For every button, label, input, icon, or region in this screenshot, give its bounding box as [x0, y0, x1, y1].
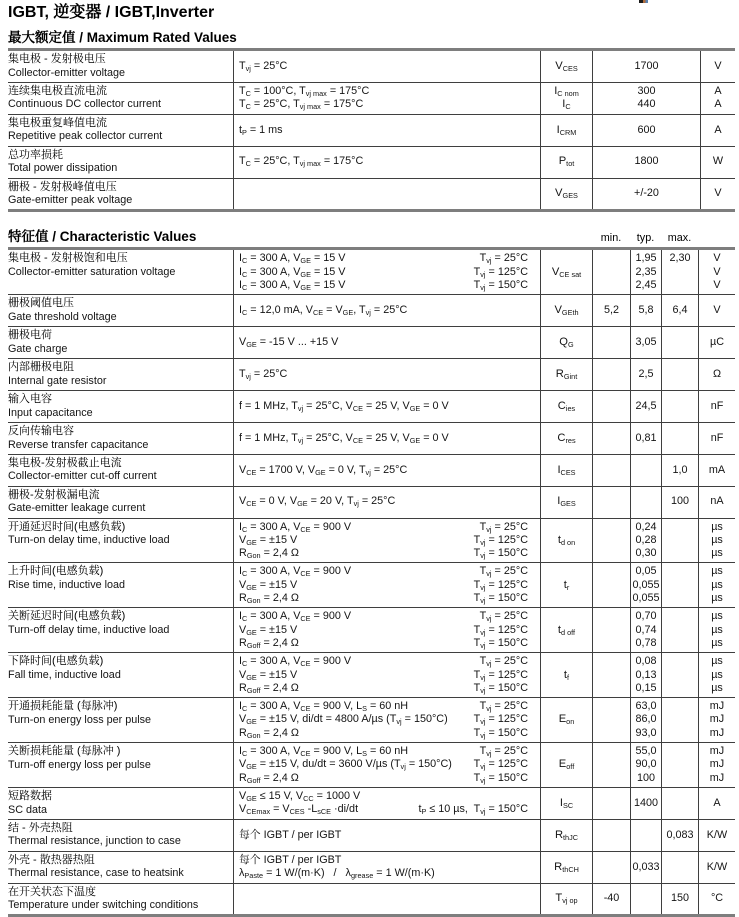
max-cell: 100	[661, 487, 698, 518]
desc-cell: 总功率损耗 Total power dissipation	[8, 148, 118, 175]
conditions-cell: $V_{CE} = 0$ V, $V_{GE} = 20$ V, $T_{vj} = 25^\circ C$	[233, 487, 540, 518]
table-row	[8, 178, 735, 210]
table-row	[8, 454, 735, 486]
desc-cell: 在开关状态下温度 Temperature under switching conditions	[8, 885, 199, 912]
max-cell	[661, 743, 698, 787]
conditions-cell: $I_C = 300$ A, $V_{GE} = 15$ V $I_C = 300$ A, $V_{GE} = 15$ V $I_C = 300$ A, $V_{GE} = 15$ V $T_{vj} = 25^\circ C$ $T_{vj} = 125^\circ C$ $T_{vj} = 150^\circ C$	[233, 250, 540, 294]
desc-cell: 集电极-发射极截止电流 Collector-emitter cut-off current	[8, 456, 157, 483]
min-cell	[592, 653, 630, 697]
symbol-cell: $R_{thCH}$	[540, 852, 592, 883]
conditions-cell	[233, 884, 540, 915]
typ-cell: 0,70 0,74 0,78	[630, 608, 661, 652]
typ-cell: 5,8	[630, 295, 661, 326]
conditions-cell: $T_C = 100^\circ C$, $T_{vj max} = 175^\circ C$ $T_C = 25^\circ C$, $T_{vj max} = 175^\circ C$	[233, 83, 540, 114]
unit-cell: V	[700, 51, 735, 82]
min-cell	[592, 563, 630, 607]
unit-cell: nA	[698, 487, 735, 518]
min-cell	[592, 820, 630, 851]
min-cell: -40	[592, 884, 630, 915]
symbol-cell: $T_{vj op}$	[540, 884, 592, 915]
table-row	[8, 486, 735, 518]
desc-cell: 栅极阈值电压 Gate threshold voltage	[8, 297, 117, 323]
value-cell: +/-20	[592, 179, 700, 210]
table-row	[8, 422, 735, 454]
unit-cell: µs µs µs	[698, 519, 735, 563]
value-cell: 1700	[592, 51, 700, 82]
typ-cell: 24,5	[630, 391, 661, 422]
desc-cell: 输入电容 Input capacitance	[8, 393, 93, 419]
table-row	[8, 82, 735, 114]
desc-cell: 反向传输电容 Reverse transfer capacitance	[8, 424, 149, 451]
max-cell	[661, 423, 698, 454]
max-cell	[661, 391, 698, 422]
value-cell: 300 440	[592, 83, 700, 114]
typ-cell	[630, 455, 661, 486]
symbol-cell: $I_{CRM}$	[540, 115, 592, 146]
desc-cell: 短路数据 SC data	[8, 789, 52, 816]
table-row	[8, 787, 735, 819]
conditions-cell: $I_C = 300$ A, $V_{CE} = 900$ V $V_{GE} = \pm 15$ V $R_{Gon} = 2,4$ Ω $T_{vj} = 25^\circ C$ $T_{vj} = 125^\circ C$ $T_{vj} = 150^\circ C$	[233, 519, 540, 563]
symbol-cell: $t_f$	[540, 653, 592, 697]
desc-cell: 栅极-发射极漏电流 Gate-emitter leakage current	[8, 488, 146, 515]
symbol-cell: $I_{CES}$	[540, 455, 592, 486]
max-cell: 6,4	[661, 295, 698, 326]
table-row	[8, 51, 735, 82]
min-cell	[592, 852, 630, 883]
max-cell	[661, 852, 698, 883]
characteristic-heading-row	[8, 225, 735, 245]
max-rated-section-title: 最大额定值 / Maximum Rated Values	[8, 30, 237, 45]
conditions-cell: $I_C = 300$ A, $V_{CE} = 900$ V, $L_S = 60$ nH $V_{GE} = \pm 15$ V, di/dt = 4800 A/µs $(T_{vj} = 150^\circ C)$ $R_{Gon} = 2,4$ Ω $T_{vj} = 25^\circ C$ $T_{vj} = 125^\circ C$ $T_{vj} = 150^\circ C$	[233, 698, 540, 742]
typ-cell: 0,05 0,055 0,055	[630, 563, 661, 607]
desc-cell: 开通损耗能量 (每脉冲) Turn-on energy loss per pulse	[8, 700, 152, 726]
unit-cell: K/W	[698, 820, 735, 851]
desc-cell: 关断损耗能量 (每脉冲 ) Turn-off energy loss per pulse	[8, 745, 151, 771]
symbol-cell: $E_{off}$	[540, 743, 592, 787]
symbol-cell: $R_{thJC}$	[540, 820, 592, 851]
unit-cell: nF	[698, 423, 735, 454]
table-row	[8, 742, 735, 787]
conditions-cell: $I_C = 300$ A, $V_{CE} = 900$ V $V_{GE} = \pm 15$ V $R_{Goff} = 2,4$ Ω $T_{vj} = 25^\circ C$ $T_{vj} = 125^\circ C$ $T_{vj} = 150^\circ C$	[233, 608, 540, 652]
conditions-cell: 每个 IGBT / per IGBT	[233, 820, 540, 851]
min-cell: 5,2	[592, 295, 630, 326]
unit-cell: A	[698, 788, 735, 819]
desc-cell: 栅极 - 发射极峰值电压 Gate-emitter peak voltage	[8, 180, 133, 207]
typ-cell: 55,0 90,0 100	[630, 743, 661, 787]
max-cell: 150	[661, 884, 698, 915]
symbol-cell: $I_{GES}$	[540, 487, 592, 518]
conditions-cell: $t_P = 1$ ms	[233, 115, 540, 146]
conditions-cell: $T_{vj} = 25^\circ C$	[233, 51, 540, 82]
conditions-cell: $V_{CE} = 1700$ V, $V_{GE} = 0$ V, $T_{vj} = 25^\circ C$	[233, 455, 540, 486]
table-row	[8, 851, 735, 883]
typ-cell: 3,05	[630, 327, 661, 358]
unit-cell: µs µs µs	[698, 608, 735, 652]
characteristic-table	[8, 247, 735, 917]
symbol-cell: $t_{d on}$	[540, 519, 592, 563]
conditions-cell	[233, 179, 540, 210]
value-cell: 1800	[592, 147, 700, 178]
max-cell	[661, 653, 698, 697]
symbol-cell: $C_{res}$	[540, 423, 592, 454]
page-edge-artifact	[639, 0, 648, 3]
desc-cell: 集电极重复峰值电流 Repetitive peak collector current	[8, 116, 163, 143]
desc-cell: 关断延迟时间(电感负载) Turn-off delay time, inductive load	[8, 610, 170, 636]
conditions-cell: $T_C = 25^\circ C$, $T_{vj max} = 175^\circ C$	[233, 147, 540, 178]
symbol-cell: $I_{SC}$	[540, 788, 592, 819]
max-rated-table	[8, 48, 735, 212]
conditions-cell: $I_C = 12,0$ mA, $V_{CE} = V_{GE}$, $T_{vj} = 25^\circ C$	[233, 295, 540, 326]
desc-cell: 集电极 - 发射极电压 Collector-emitter voltage	[8, 53, 126, 79]
min-cell	[592, 250, 630, 294]
unit-cell: µs µs µs	[698, 653, 735, 697]
col-header-min: min.	[600, 232, 622, 245]
unit-cell: K/W	[698, 852, 735, 883]
symbol-cell: $Q_G$	[540, 327, 592, 358]
typ-cell: 2,5	[630, 359, 661, 390]
page-title: IGBT, 逆变器 / IGBT,Inverter	[8, 4, 215, 21]
symbol-cell: $R_{Gint}$	[540, 359, 592, 390]
table-row	[8, 562, 735, 607]
symbol-cell: $I_{C nom}$ $I_C$	[540, 83, 592, 114]
desc-cell: 栅极电荷 Gate charge	[8, 329, 68, 355]
typ-cell: 1400	[630, 788, 661, 819]
desc-cell: 内部栅极电阻 Internal gate resistor	[8, 361, 107, 387]
symbol-cell: $C_{ies}$	[540, 391, 592, 422]
desc-cell: 下降时间(电感负载) Fall time, inductive load	[8, 655, 121, 681]
symbol-cell: $t_r$	[540, 563, 592, 607]
min-cell	[592, 788, 630, 819]
unit-cell: A A	[700, 83, 735, 114]
typ-cell	[630, 820, 661, 851]
max-cell	[661, 563, 698, 607]
typ-cell	[630, 884, 661, 915]
unit-cell: Ω	[698, 359, 735, 390]
symbol-cell: $V_{CES}$	[540, 51, 592, 82]
symbol-cell: $P_{tot}$	[540, 147, 592, 178]
min-cell	[592, 608, 630, 652]
table-row	[8, 294, 735, 326]
max-cell	[661, 698, 698, 742]
min-cell	[592, 327, 630, 358]
typ-cell: 63,0 86,0 93,0	[630, 698, 661, 742]
min-cell	[592, 519, 630, 563]
symbol-cell: $V_{CE sat}$	[540, 250, 592, 294]
table-row	[8, 819, 735, 851]
table-row	[8, 146, 735, 178]
unit-cell: V	[700, 179, 735, 210]
unit-cell: A	[700, 115, 735, 146]
typ-cell: 0,08 0,13 0,15	[630, 653, 661, 697]
max-rated-heading-row	[8, 26, 735, 46]
symbol-cell: $V_{GES}$	[540, 179, 592, 210]
typ-cell: 1,95 2,35 2,45	[630, 250, 661, 294]
conditions-cell: $I_C = 300$ A, $V_{CE} = 900$ V $V_{GE} = \pm 15$ V $R_{Goff} = 2,4$ Ω $T_{vj} = 25^\circ C$ $T_{vj} = 125^\circ C$ $T_{vj} = 150^\circ C$	[233, 653, 540, 697]
unit-cell: µs µs µs	[698, 563, 735, 607]
table-row	[8, 390, 735, 422]
conditions-cell: $T_{vj} = 25^\circ C$	[233, 359, 540, 390]
unit-cell: mJ mJ mJ	[698, 698, 735, 742]
table-row	[8, 652, 735, 697]
max-cell	[661, 788, 698, 819]
unit-cell: V	[698, 295, 735, 326]
table-row	[8, 114, 735, 146]
table-row	[8, 883, 735, 915]
desc-cell: 上升时间(电感负载) Rise time, inductive load	[8, 565, 126, 592]
characteristic-section-title: 特征值 / Characteristic Values	[8, 229, 197, 245]
max-cell	[661, 519, 698, 563]
symbol-cell: $t_{d off}$	[540, 608, 592, 652]
typ-cell	[630, 487, 661, 518]
conditions-cell: $V_{GE} = -15$ V ... +15 V	[233, 327, 540, 358]
datasheet-page	[8, 0, 735, 917]
min-cell	[592, 487, 630, 518]
desc-cell: 连续集电极直流电流 Continuous DC collector current	[8, 84, 162, 111]
desc-cell: 结 - 外壳热阻 Thermal resistance, junction to case	[8, 821, 181, 848]
unit-cell: nF	[698, 391, 735, 422]
max-cell: 0,083	[661, 820, 698, 851]
col-header-max: max.	[667, 232, 692, 245]
conditions-cell: f = 1 MHz, $T_{vj} = 25^\circ C$, $V_{CE} = 25$ V, $V_{GE} = 0$ V	[233, 423, 540, 454]
min-cell	[592, 359, 630, 390]
typ-cell: 0,033	[630, 852, 661, 883]
symbol-cell: $V_{GEth}$	[540, 295, 592, 326]
min-cell	[592, 698, 630, 742]
min-cell	[592, 391, 630, 422]
conditions-cell: 每个 IGBT / per IGBT $\lambda_{Paste} = 1$ $W/(m\cdot K) / \lambda_{grease} = 1$ W/(m·K)	[233, 852, 540, 883]
max-cell	[661, 608, 698, 652]
unit-cell: W	[700, 147, 735, 178]
desc-cell: 集电极 - 发射极饱和电压 Collector-emitter saturation voltage	[8, 252, 176, 279]
min-cell	[592, 455, 630, 486]
max-cell: 1,0	[661, 455, 698, 486]
conditions-cell: $V_{GE} \le 15$ V, $V_{CC} = 1000$ V $V_{CEmax} = V_{CES}$ $-L_{sCE} \cdot di/dt$ $t_P \le 10$ µs, $T_{vj} = 150^\circ C$	[233, 788, 540, 819]
table-row	[8, 358, 735, 390]
unit-cell: V V V	[698, 250, 735, 294]
typ-cell: 0,24 0,28 0,30	[630, 519, 661, 563]
desc-cell: 外壳 - 散热器热阻 Thermal resistance, case to heatsink	[8, 853, 184, 880]
max-cell	[661, 359, 698, 390]
table-row	[8, 697, 735, 742]
max-cell: 2,30	[661, 250, 698, 294]
unit-cell: °C	[698, 884, 735, 915]
table-row	[8, 250, 735, 294]
col-header-typ: typ.	[636, 232, 655, 245]
conditions-cell: $I_C = 300$ A, $V_{CE} = 900$ V, $L_S = 60$ nH $V_{GE} = \pm 15$ V, du/dt = 3600 V/µs $(T_{vj} = 150^\circ C)$ $R_{Goff} = 2,4$ Ω $T_{vj} = 25^\circ C$ $T_{vj} = 125^\circ C$ $T_{vj} = 150^\circ C$	[233, 743, 540, 787]
min-cell	[592, 423, 630, 454]
conditions-cell: f = 1 MHz, $T_{vj} = 25^\circ C$, $V_{CE} = 25$ V, $V_{GE} = 0$ V	[233, 391, 540, 422]
conditions-cell: $I_C = 300$ A, $V_{CE} = 900$ V $V_{GE} = \pm 15$ V $R_{Gon} = 2,4$ Ω $T_{vj} = 25^\circ C$ $T_{vj} = 125^\circ C$ $T_{vj} = 150^\circ C$	[233, 563, 540, 607]
table-row	[8, 518, 735, 563]
symbol-cell: $E_{on}$	[540, 698, 592, 742]
table-row	[8, 326, 735, 358]
min-cell	[592, 743, 630, 787]
max-cell	[661, 327, 698, 358]
unit-cell: mJ mJ mJ	[698, 743, 735, 787]
value-cell: 600	[592, 115, 700, 146]
unit-cell: µC	[698, 327, 735, 358]
typ-cell: 0,81	[630, 423, 661, 454]
table-row	[8, 607, 735, 652]
desc-cell: 开通延迟时间(电感负载) Turn-on delay time, inductive load	[8, 520, 170, 547]
unit-cell: mA	[698, 455, 735, 486]
